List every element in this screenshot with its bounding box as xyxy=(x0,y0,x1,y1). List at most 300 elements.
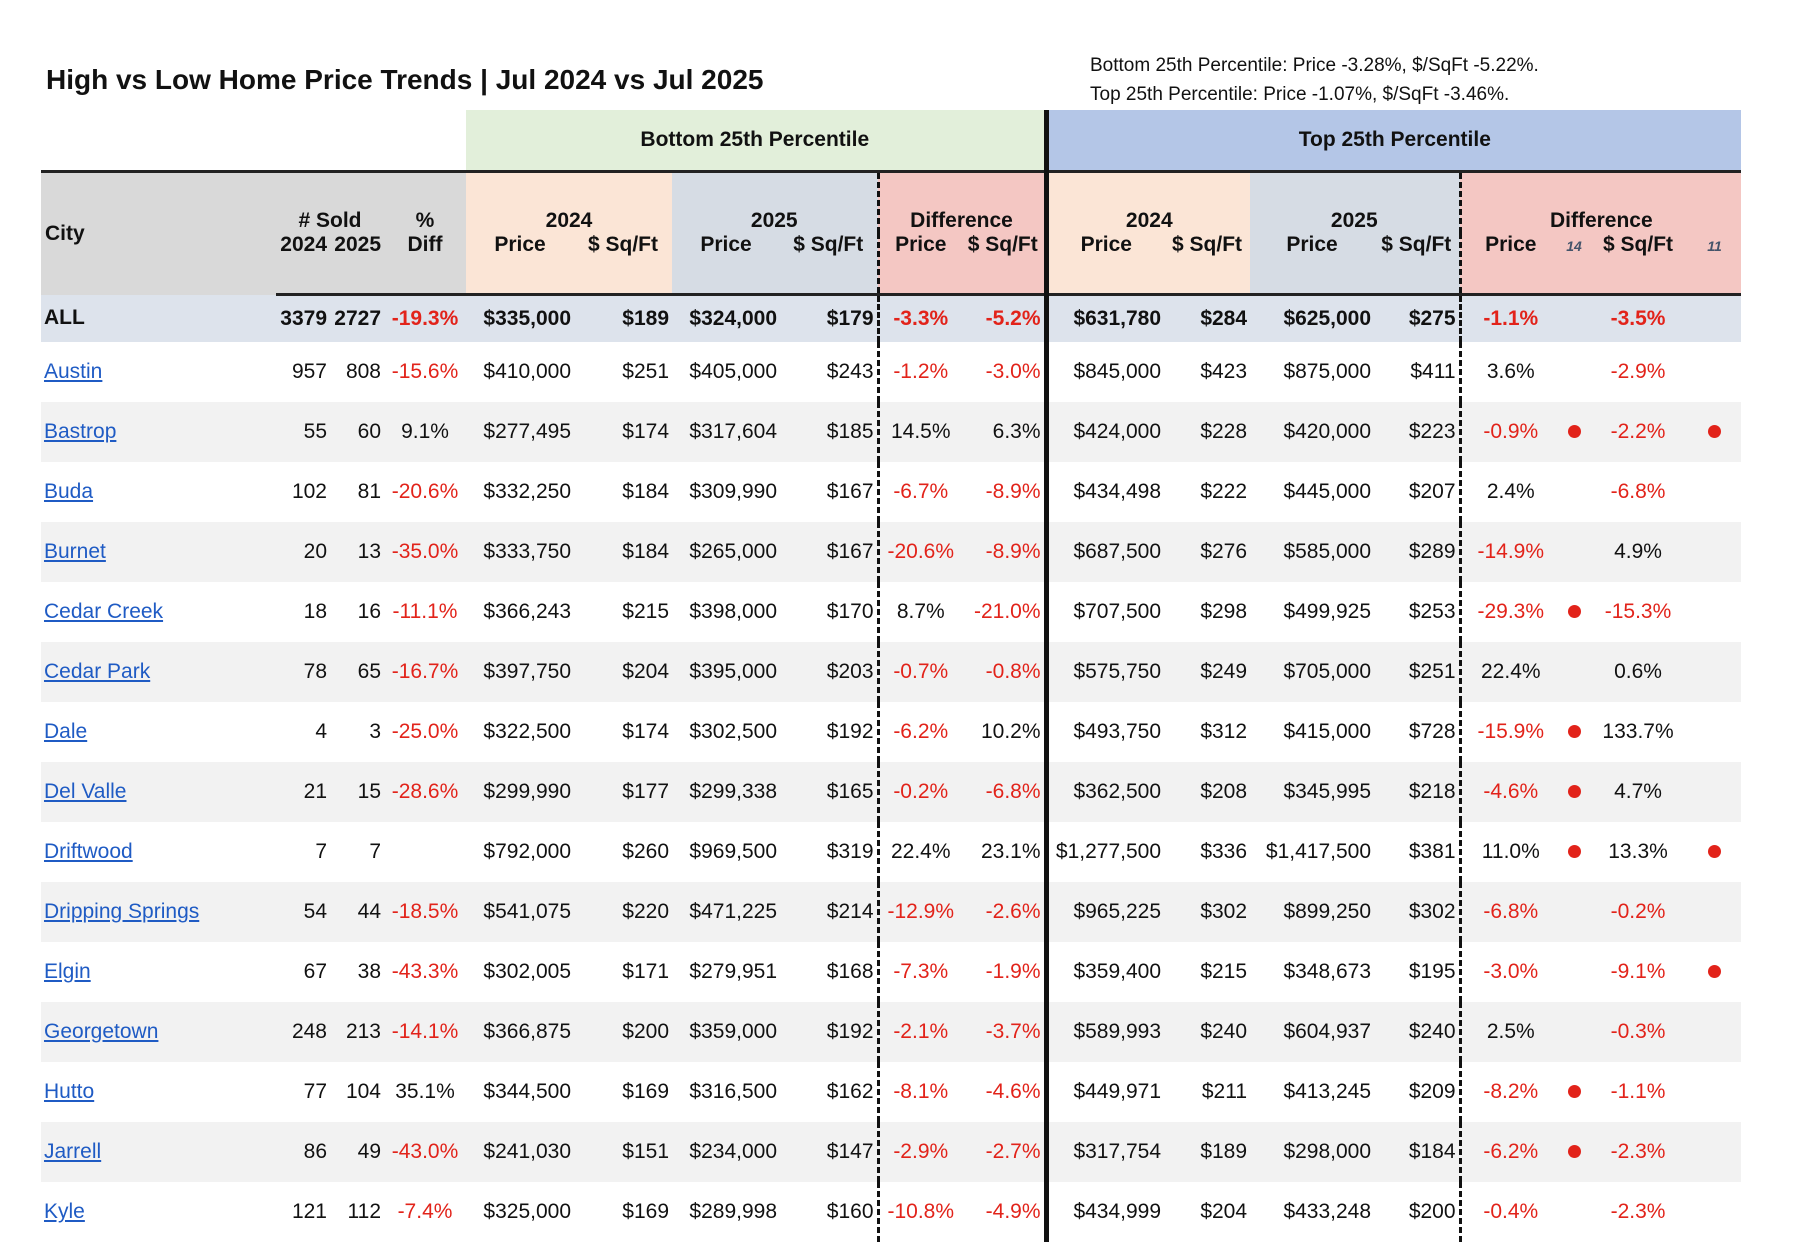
cell-bottom-sqft-2025: $179 xyxy=(780,295,878,343)
cell-city[interactable] xyxy=(41,522,276,582)
city-link[interactable]: Dripping Springs xyxy=(44,900,200,923)
cell-sold-2025: 65 xyxy=(330,642,384,702)
cell-dot-sqft xyxy=(1688,1062,1741,1122)
cell-top-diff-price: -0.4% xyxy=(1483,1200,1539,1223)
header-diff: Diff xyxy=(384,233,466,295)
cell-bottom-price-2025: $309,990 xyxy=(689,480,777,503)
cell-top-diff-price: -1.1% xyxy=(1460,295,1560,343)
cell-bottom-sqft-2025: $165 xyxy=(780,762,878,822)
cell-top-diff-sqft: -2.3% xyxy=(1610,1200,1666,1223)
cell-sold-2025: 13 xyxy=(330,522,384,582)
cell-top-price-2024: $631,780 xyxy=(1046,295,1164,343)
cell-sold-2024: 67 xyxy=(303,960,327,983)
cell-sold-2025: 7 xyxy=(369,840,381,863)
cell-top-price-2025: $604,937 xyxy=(1250,1002,1374,1062)
city-link[interactable]: Driftwood xyxy=(44,840,133,863)
cell-bottom-sqft-2025: $192 xyxy=(780,1002,878,1062)
cell-bottom-diff-price: 8.7% xyxy=(896,600,945,623)
cell-top-sqft-2025: $184 xyxy=(1374,1122,1460,1182)
cell-top-sqft-2025: $728 xyxy=(1374,702,1460,762)
flag-dot-icon xyxy=(1568,1085,1581,1098)
cell-top-diff-price: -3.0% xyxy=(1483,960,1539,983)
cell-bottom-sqft-2025: $162 xyxy=(780,1062,878,1122)
header-row-1 xyxy=(41,172,1741,234)
city-link[interactable]: Burnet xyxy=(44,540,106,563)
cell-bottom-price-2025: $234,000 xyxy=(672,1122,780,1182)
table-row xyxy=(41,582,1741,642)
cell-bottom-price-2025: $398,000 xyxy=(689,600,777,623)
cell-dot-sqft xyxy=(1688,942,1741,1002)
cell-top-diff-sqft: -15.3% xyxy=(1604,600,1672,623)
cell-top-sqft-2024: $336 xyxy=(1200,840,1248,863)
cell-top-price-2025: $420,000 xyxy=(1250,402,1374,462)
cell-top-price-2024: $493,750 xyxy=(1073,720,1162,743)
flag-dot-icon xyxy=(1708,425,1721,438)
dot-count-price: 14 xyxy=(1566,238,1582,254)
cell-bottom-price-2024: $325,000 xyxy=(483,1200,571,1223)
header-row-2 xyxy=(41,233,1741,295)
cell-top-diff-price: -8.2% xyxy=(1483,1080,1539,1103)
cell-pct-diff: -28.6% xyxy=(384,762,466,822)
cell-top-sqft-2025: $302 xyxy=(1374,882,1460,942)
cell-sold-2024: 55 xyxy=(276,402,330,462)
header-price: Price xyxy=(466,233,574,295)
cell-bottom-sqft-2024: $200 xyxy=(574,1002,672,1062)
flag-dot-icon xyxy=(1568,425,1581,438)
cell-bottom-price-2024: $366,875 xyxy=(466,1002,574,1062)
cell-sold-2025: 2727 xyxy=(330,295,384,343)
summary-note-bottom: Bottom 25th Percentile: Price -3.28%, $/SqFt -5.22%. xyxy=(1090,55,1539,76)
cell-top-diff-sqft: -0.3% xyxy=(1588,1002,1688,1062)
dot-count-sqft: 11 xyxy=(1707,238,1722,254)
cell-dot-price xyxy=(1560,1122,1588,1182)
cell-top-diff-price: -0.9% xyxy=(1460,402,1560,462)
cell-city[interactable] xyxy=(41,942,276,1002)
table-row xyxy=(41,1062,1741,1122)
cell-dot-sqft xyxy=(1688,762,1741,822)
cell-dot-price xyxy=(1560,702,1588,762)
cell-pct-diff: -43.0% xyxy=(384,1122,466,1182)
cell-bottom-sqft-2024: $171 xyxy=(622,960,669,983)
cell-bottom-sqft-2024: $184 xyxy=(622,480,669,503)
cell-city[interactable] xyxy=(41,1062,276,1122)
cell-bottom-sqft-2024: $174 xyxy=(622,720,669,743)
cell-top-price-2024: $589,993 xyxy=(1046,1002,1164,1062)
flag-dot-icon xyxy=(1568,845,1581,858)
header-price: Price xyxy=(1250,233,1374,295)
cell-top-price-2025: $445,000 xyxy=(1283,480,1372,503)
header-price: Price xyxy=(1460,233,1560,295)
cell-top-diff-sqft: -2.9% xyxy=(1610,360,1666,383)
cell-bottom-sqft-2024: $251 xyxy=(622,360,669,383)
cell-bottom-diff-sqft: -6.8% xyxy=(962,762,1046,822)
cell-sold-2025: 112 xyxy=(347,1200,381,1223)
city-link[interactable]: Buda xyxy=(44,480,94,503)
cell-top-diff-price: 2.5% xyxy=(1460,1002,1560,1062)
table-row xyxy=(41,1002,1741,1062)
cell-top-diff-sqft: -3.5% xyxy=(1588,295,1688,343)
cell-dot-sqft xyxy=(1688,702,1741,762)
cell-city[interactable] xyxy=(41,642,276,702)
cell-top-sqft-2024: $249 xyxy=(1164,642,1250,702)
cell-top-sqft-2024: $298 xyxy=(1200,600,1248,623)
header-top-2024: 2024 xyxy=(1046,172,1250,234)
cell-bottom-diff-price: -0.2% xyxy=(878,762,962,822)
cell-pct-diff: -18.5% xyxy=(384,882,466,942)
cell-dot-price xyxy=(1560,1062,1588,1122)
cell-pct-diff: 9.1% xyxy=(384,402,466,462)
cell-top-sqft-2025: $218 xyxy=(1374,762,1460,822)
cell-bottom-sqft-2025: $160 xyxy=(780,1182,878,1242)
cell-top-diff-price: -4.6% xyxy=(1460,762,1560,822)
cell-sold-2025: 104 xyxy=(345,1080,381,1103)
header-dot-count-sqft xyxy=(1688,233,1741,295)
cell-bottom-price-2025: $289,998 xyxy=(689,1200,777,1223)
cell-sold-2024: 54 xyxy=(276,882,330,942)
cell-top-price-2024: $575,750 xyxy=(1046,642,1164,702)
header-sqft: $ Sq/Ft xyxy=(1588,233,1688,295)
table-row xyxy=(41,942,1741,1002)
cell-city[interactable] xyxy=(41,702,276,762)
cell-dot-price xyxy=(1560,1182,1588,1242)
cell-top-price-2024: $434,999 xyxy=(1073,1200,1162,1223)
cell-bottom-sqft-2024: $204 xyxy=(574,642,672,702)
cell-pct-diff: -7.4% xyxy=(397,1200,453,1223)
cell-top-price-2025: $1,417,500 xyxy=(1265,840,1372,863)
cell-dot-price xyxy=(1560,295,1588,343)
cell-top-diff-sqft: -2.3% xyxy=(1588,1122,1688,1182)
cell-top-diff-price: 2.4% xyxy=(1486,480,1535,503)
cell-pct-diff: -15.6% xyxy=(391,360,459,383)
cell-dot-sqft xyxy=(1688,462,1741,522)
cell-dot-sqft xyxy=(1688,402,1741,462)
cell-top-sqft-2025: $209 xyxy=(1374,1062,1460,1122)
cell-bottom-sqft-2025: $167 xyxy=(780,522,878,582)
cell-dot-sqft xyxy=(1688,342,1741,402)
table-row xyxy=(41,342,1741,402)
cell-top-diff-sqft: 4.7% xyxy=(1588,762,1688,822)
cell-top-diff-sqft: -6.8% xyxy=(1610,480,1666,503)
cell-city[interactable] xyxy=(41,342,276,402)
cell-top-sqft-2025: $200 xyxy=(1374,1182,1460,1242)
cell-top-sqft-2025: $240 xyxy=(1374,1002,1460,1062)
price-trends-table xyxy=(41,110,1741,1242)
cell-bottom-diff-sqft: -2.7% xyxy=(962,1122,1046,1182)
city-link[interactable]: Del Valle xyxy=(44,780,127,803)
cell-pct-diff: -11.1% xyxy=(392,600,458,623)
cell-top-sqft-2024: $189 xyxy=(1164,1122,1250,1182)
cell-top-sqft-2024: $302 xyxy=(1164,882,1250,942)
cell-top-diff-sqft: 133.7% xyxy=(1602,720,1674,743)
cell-bottom-price-2024: $792,000 xyxy=(483,840,571,863)
cell-pct-diff: -16.7% xyxy=(384,642,466,702)
cell-bottom-price-2025: $359,000 xyxy=(672,1002,780,1062)
cell-top-price-2024: $449,971 xyxy=(1073,1080,1162,1103)
cell-top-sqft-2024: $211 xyxy=(1201,1080,1248,1103)
cell-bottom-price-2025: $316,500 xyxy=(689,1080,777,1103)
city-link[interactable]: Austin xyxy=(44,360,103,383)
cell-pct-diff: -43.3% xyxy=(391,960,459,983)
cell-dot-price xyxy=(1560,1002,1588,1062)
cell-top-price-2025: $433,248 xyxy=(1283,1200,1372,1223)
cell-bottom-price-2024: $302,005 xyxy=(483,960,571,983)
cell-city[interactable] xyxy=(41,762,276,822)
cell-bottom-sqft-2024: $189 xyxy=(574,295,672,343)
cell-sold-2025: 38 xyxy=(357,960,381,983)
cell-top-sqft-2024: $276 xyxy=(1164,522,1250,582)
cell-bottom-price-2024: $541,075 xyxy=(466,882,574,942)
cell-bottom-diff-price: -3.3% xyxy=(878,295,962,343)
cell-top-price-2025: $705,000 xyxy=(1250,642,1374,702)
cell-sold-2024: 20 xyxy=(276,522,330,582)
cell-bottom-sqft-2024: $215 xyxy=(622,600,669,623)
cell-sold-2024: 21 xyxy=(276,762,330,822)
cell-top-price-2025: $499,925 xyxy=(1283,600,1372,623)
cell-pct-diff: -25.0% xyxy=(391,720,459,743)
group-bottom-25: Bottom 25th Percentile xyxy=(466,110,1046,172)
cell-bottom-sqft-2025: $203 xyxy=(780,642,878,702)
cell-bottom-diff-sqft: -3.7% xyxy=(962,1002,1046,1062)
cell-top-diff-sqft: -9.1% xyxy=(1610,960,1666,983)
cell-top-diff-price: -29.3% xyxy=(1477,600,1545,623)
cell-bottom-sqft-2024: $169 xyxy=(622,1080,669,1103)
cell-top-sqft-2025: $411 xyxy=(1374,342,1460,402)
table-row xyxy=(41,402,1741,462)
cell-bottom-diff-sqft: -8.9% xyxy=(962,522,1046,582)
cell-bottom-price-2024: $366,243 xyxy=(483,600,571,623)
cell-pct-diff: 35.1% xyxy=(395,1080,455,1103)
cell-bottom-sqft-2024: $177 xyxy=(574,762,672,822)
cell-sold-2025: 81 xyxy=(357,480,381,503)
cell-pct-diff: -14.1% xyxy=(384,1002,466,1062)
city-link[interactable]: Cedar Park xyxy=(44,660,151,683)
cell-top-price-2024: $707,500 xyxy=(1073,600,1162,623)
cell-top-diff-sqft: 4.9% xyxy=(1588,522,1688,582)
cell-bottom-diff-price: -6.2% xyxy=(893,720,949,743)
cell-pct-diff: -19.3% xyxy=(384,295,466,343)
cell-bottom-price-2024: $322,500 xyxy=(483,720,571,743)
cell-top-diff-price: -15.9% xyxy=(1477,720,1545,743)
table-row xyxy=(41,522,1741,582)
cell-top-price-2024: $687,500 xyxy=(1046,522,1164,582)
cell-dot-price xyxy=(1560,822,1588,882)
city-link[interactable]: Georgetown xyxy=(44,1020,159,1043)
cell-top-sqft-2025: $381 xyxy=(1374,822,1460,882)
cell-dot-price xyxy=(1560,942,1588,1002)
cell-pct-diff xyxy=(384,822,466,882)
group-top-25: Top 25th Percentile xyxy=(1046,110,1741,172)
cell-bottom-price-2024: $241,030 xyxy=(466,1122,574,1182)
cell-city[interactable] xyxy=(41,402,276,462)
cell-sold-2024: 121 xyxy=(291,1200,327,1223)
cell-dot-sqft xyxy=(1688,822,1741,882)
cell-bottom-sqft-2025: $319 xyxy=(780,822,878,882)
header-price: Price xyxy=(672,233,780,295)
cell-sold-2025: 60 xyxy=(330,402,384,462)
cell-pct-diff: -20.6% xyxy=(391,480,459,503)
cell-sold-2024: 3379 xyxy=(276,295,330,343)
city-link[interactable]: Jarrell xyxy=(44,1140,102,1163)
city-link[interactable]: Bastrop xyxy=(44,420,117,443)
cell-bottom-sqft-2025: $192 xyxy=(780,702,878,762)
cell-bottom-price-2024: $333,750 xyxy=(466,522,574,582)
cell-dot-price xyxy=(1560,882,1588,942)
cell-dot-sqft xyxy=(1688,522,1741,582)
cell-bottom-price-2025: $471,225 xyxy=(672,882,780,942)
cell-bottom-sqft-2025: $214 xyxy=(780,882,878,942)
cell-dot-price xyxy=(1560,582,1588,642)
table-row xyxy=(41,882,1741,942)
cell-dot-price xyxy=(1560,402,1588,462)
cell-top-price-2025: $348,673 xyxy=(1283,960,1372,983)
header-sold: # Sold xyxy=(276,172,384,234)
cell-bottom-price-2024: $335,000 xyxy=(466,295,574,343)
cell-sold-2025: 808 xyxy=(345,360,381,383)
cell-sold-2024: 77 xyxy=(303,1080,327,1103)
city-link[interactable]: Hutto xyxy=(44,1080,95,1103)
cell-sold-2024: 957 xyxy=(291,360,327,383)
cell-bottom-price-2024: $277,495 xyxy=(466,402,574,462)
cell-top-sqft-2025: $275 xyxy=(1374,295,1460,343)
cell-bottom-sqft-2024: $184 xyxy=(574,522,672,582)
cell-dot-price xyxy=(1560,522,1588,582)
cell-bottom-sqft-2024: $174 xyxy=(574,402,672,462)
cell-top-sqft-2025: $195 xyxy=(1374,942,1460,1002)
city-link[interactable]: Kyle xyxy=(44,1200,85,1223)
cell-city[interactable] xyxy=(41,882,276,942)
cell-top-diff-sqft: -2.2% xyxy=(1588,402,1688,462)
cell-bottom-sqft-2025: $243 xyxy=(780,342,878,402)
cell-bottom-diff-sqft: 10.2% xyxy=(962,702,1046,762)
city-link[interactable]: Cedar Creek xyxy=(44,600,164,623)
cell-bottom-price-2025: $405,000 xyxy=(689,360,777,383)
cell-top-sqft-2024: $222 xyxy=(1200,480,1248,503)
cell-top-price-2024: $362,500 xyxy=(1046,762,1164,822)
cell-bottom-diff-sqft: -0.8% xyxy=(962,642,1046,702)
cell-city[interactable] xyxy=(41,1182,276,1242)
cell-bottom-diff-price: -12.9% xyxy=(878,882,962,942)
flag-dot-icon xyxy=(1568,785,1581,798)
cell-top-price-2024: $434,498 xyxy=(1073,480,1162,503)
cell-sold-2025: 44 xyxy=(330,882,384,942)
cell-dot-sqft xyxy=(1688,1002,1741,1062)
cell-bottom-diff-price: -0.7% xyxy=(878,642,962,702)
header-sqft: $ Sq/Ft xyxy=(1164,233,1250,295)
header-pct: % xyxy=(384,172,466,234)
cell-bottom-sqft-2025: $170 xyxy=(780,582,878,642)
table-row xyxy=(41,702,1741,762)
cell-top-sqft-2024: $312 xyxy=(1200,720,1248,743)
header-bottom-2024: 2024 xyxy=(466,172,672,234)
cell-bottom-diff-sqft: -21.0% xyxy=(962,582,1046,642)
cell-sold-2024: 78 xyxy=(276,642,330,702)
city-link[interactable]: Dale xyxy=(44,720,88,743)
cell-top-price-2025: $413,245 xyxy=(1283,1080,1372,1103)
cell-top-diff-sqft: 13.3% xyxy=(1608,840,1668,863)
cell-dot-price xyxy=(1560,762,1588,822)
cell-bottom-price-2025: $395,000 xyxy=(672,642,780,702)
cell-bottom-sqft-2024: $169 xyxy=(622,1200,669,1223)
cell-top-sqft-2024: $240 xyxy=(1164,1002,1250,1062)
cell-bottom-diff-price: 14.5% xyxy=(878,402,962,462)
header-top-2025: 2025 xyxy=(1250,172,1460,234)
flag-dot-icon xyxy=(1708,965,1721,978)
table-row xyxy=(41,822,1741,882)
header-bottom-2025: 2025 xyxy=(672,172,878,234)
cell-bottom-price-2025: $317,604 xyxy=(672,402,780,462)
cell-bottom-price-2024: $410,000 xyxy=(483,360,571,383)
cell-top-price-2025: $875,000 xyxy=(1283,360,1372,383)
cell-top-sqft-2025: $223 xyxy=(1374,402,1460,462)
cell-city[interactable] xyxy=(41,582,276,642)
cell-top-sqft-2024: $423 xyxy=(1200,360,1248,383)
cell-bottom-diff-sqft: -4.6% xyxy=(962,1062,1046,1122)
cell-sold-2025: 213 xyxy=(330,1002,384,1062)
cell-top-diff-price: 3.6% xyxy=(1486,360,1535,383)
cell-top-price-2024: $424,000 xyxy=(1046,402,1164,462)
cell-bottom-diff-price: -20.6% xyxy=(878,522,962,582)
cell-city[interactable] xyxy=(41,1122,276,1182)
cell-dot-sqft xyxy=(1688,642,1741,702)
city-link[interactable]: Elgin xyxy=(44,960,91,983)
cell-top-price-2025: $625,000 xyxy=(1250,295,1374,343)
cell-bottom-diff-price: -2.9% xyxy=(878,1122,962,1182)
cell-sold-2025: 3 xyxy=(369,720,381,743)
cell-bottom-diff-sqft: 6.3% xyxy=(962,402,1046,462)
cell-top-price-2025: $415,000 xyxy=(1283,720,1372,743)
cell-city[interactable] xyxy=(41,462,276,522)
cell-top-sqft-2024: $284 xyxy=(1164,295,1250,343)
cell-bottom-price-2025: $265,000 xyxy=(672,522,780,582)
table-row xyxy=(41,462,1741,522)
cell-city[interactable] xyxy=(41,822,276,882)
header-sold-2025: 2025 xyxy=(330,233,384,295)
cell-top-price-2024: $845,000 xyxy=(1073,360,1162,383)
cell-city: ALL xyxy=(41,295,276,343)
cell-dot-sqft xyxy=(1688,1122,1741,1182)
cell-bottom-price-2025: $302,500 xyxy=(689,720,777,743)
cell-bottom-price-2025: $299,338 xyxy=(672,762,780,822)
cell-top-sqft-2025: $207 xyxy=(1374,462,1460,522)
cell-bottom-sqft-2025: $168 xyxy=(780,942,878,1002)
blank-cell xyxy=(41,110,466,172)
group-header-row xyxy=(41,110,1741,172)
cell-bottom-diff-price: -2.1% xyxy=(878,1002,962,1062)
cell-dot-price xyxy=(1560,642,1588,702)
header-sqft: $ Sq/Ft xyxy=(1374,233,1460,295)
cell-top-sqft-2024: $204 xyxy=(1200,1200,1248,1223)
cell-city[interactable] xyxy=(41,1002,276,1062)
cell-bottom-price-2024: $397,750 xyxy=(466,642,574,702)
summary-row-all xyxy=(41,295,1741,343)
cell-bottom-diff-sqft: -1.9% xyxy=(962,942,1046,1002)
cell-top-sqft-2024: $228 xyxy=(1164,402,1250,462)
cell-bottom-diff-price: -8.1% xyxy=(893,1080,949,1103)
cell-sold-2024: 102 xyxy=(291,480,327,503)
cell-top-diff-sqft: -0.2% xyxy=(1588,882,1688,942)
header-top-difference: Difference xyxy=(1460,172,1741,234)
cell-bottom-sqft-2024: $220 xyxy=(574,882,672,942)
cell-top-diff-price: -6.2% xyxy=(1460,1122,1560,1182)
cell-sold-2024: 86 xyxy=(276,1122,330,1182)
cell-top-diff-price: -14.9% xyxy=(1460,522,1560,582)
cell-bottom-diff-price: -10.8% xyxy=(887,1200,955,1223)
cell-top-price-2024: $359,400 xyxy=(1073,960,1162,983)
cell-bottom-diff-sqft: -4.9% xyxy=(962,1182,1046,1242)
cell-top-sqft-2025: $253 xyxy=(1374,582,1460,642)
cell-sold-2024: 248 xyxy=(276,1002,330,1062)
page-title: High vs Low Home Price Trends | Jul 2024 vs Jul 2025 xyxy=(46,64,764,95)
